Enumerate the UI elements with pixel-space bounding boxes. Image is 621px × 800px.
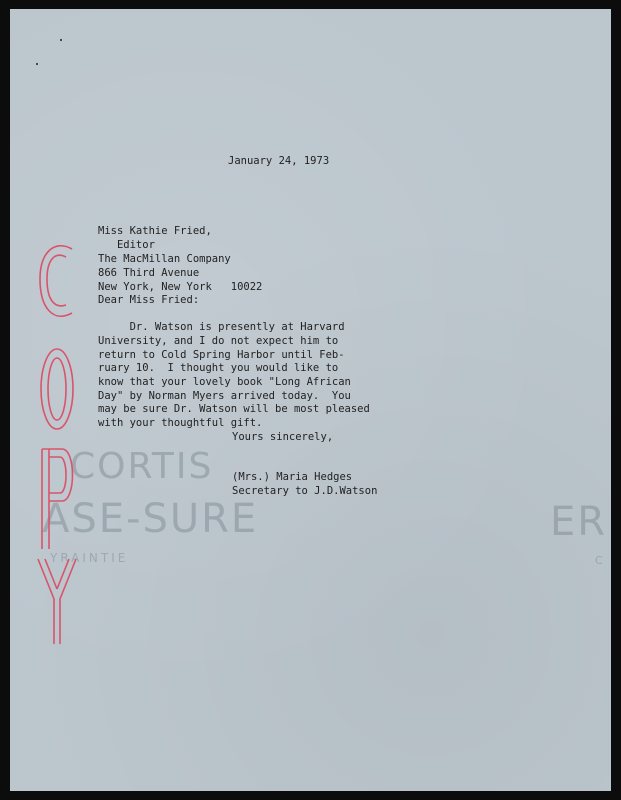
- body-line-1: Dr. Watson is presently at Harvard: [98, 321, 345, 333]
- body-line-8: with your thoughtful gift.: [98, 417, 263, 429]
- address-line-5: New York, New York 10022: [98, 281, 263, 293]
- body-line-6: Day" by Norman Myers arrived today. You: [98, 390, 351, 402]
- copy-stamp: [32, 239, 82, 649]
- closing: Yours sincerely,: [232, 431, 334, 443]
- body-line-2: University, and I do not expect him to: [98, 335, 339, 347]
- address-line-4: 866 Third Avenue: [98, 267, 200, 279]
- dust-speck: [36, 63, 38, 65]
- letter-date: January 24, 1973: [228, 155, 330, 167]
- dust-speck: [60, 39, 62, 41]
- watermark-line-1: CORTIS: [70, 446, 214, 487]
- stamp-letter-o: [41, 349, 73, 429]
- watermark-line-2: ASE-SURE: [42, 496, 259, 542]
- address-line-3: The MacMillan Company: [98, 253, 231, 265]
- address-line-1: Miss Kathie Fried,: [98, 225, 212, 237]
- letter-page: [10, 9, 611, 791]
- body-line-4: ruary 10. I thought you would like to: [98, 362, 339, 374]
- stamp-letter-y: [38, 559, 76, 644]
- body-line-5: know that your lovely book "Long African: [98, 376, 351, 388]
- stamp-letter-p: [42, 449, 73, 549]
- watermark-right-1: ER: [550, 499, 608, 545]
- signature-title: Secretary to J.D.Watson: [232, 485, 378, 497]
- watermark-right-2: C: [595, 554, 605, 567]
- body-line-7: may be sure Dr. Watson will be most pleased: [98, 403, 370, 415]
- signature-name: (Mrs.) Maria Hedges: [232, 471, 353, 483]
- watermark-line-3: YRAINTIE: [50, 551, 129, 565]
- body-line-3: return to Cold Spring Harbor until Feb-: [98, 349, 345, 361]
- salutation: Dear Miss Fried:: [98, 294, 200, 306]
- address-line-2: Editor: [98, 239, 155, 251]
